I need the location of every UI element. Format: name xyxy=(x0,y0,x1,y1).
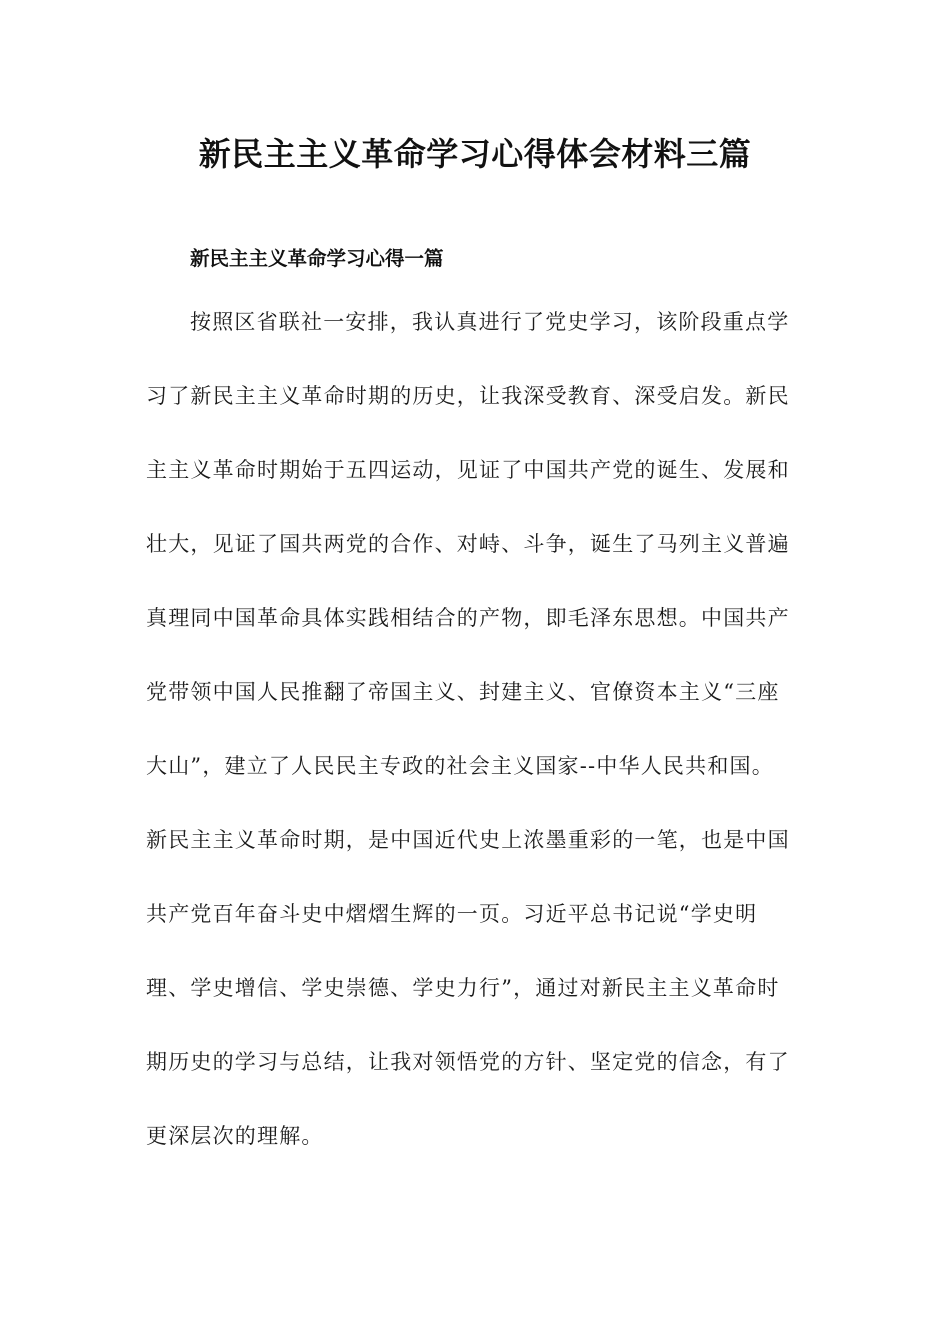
paragraph-line: 习了新民主主义革命时期的历史，让我深受教育、深受启发。新民 xyxy=(146,384,790,408)
section-heading: 新民主主义革命学习心得一篇 xyxy=(190,247,444,270)
paragraph-line: 新民主主义革命时期，是中国近代史上浓墨重彩的一笔，也是中国 xyxy=(146,828,790,852)
paragraph-line: 理、学史增信、学史崇德、学史力行”，通过对新民主主义革命时 xyxy=(146,976,780,1000)
paragraph-line: 大山”，建立了人民民主专政的社会主义国家--中华人民共和国。 xyxy=(146,754,774,778)
paragraph-line: 按照区省联社一安排，我认真进行了党史学习，该阶段重点学 xyxy=(190,310,790,334)
body-paragraph xyxy=(146,302,806,1190)
paragraph-line: 真理同中国革命具体实践相结合的产物，即毛泽东思想。中国共产 xyxy=(146,606,790,630)
paragraph-line: 党带领中国人民推翻了帝国主义、封建主义、官僚资本主义“三座 xyxy=(146,680,780,704)
paragraph-line: 更深层次的理解。 xyxy=(146,1124,324,1148)
paragraph-line: 主主义革命时期始于五四运动，见证了中国共产党的诞生、发展和 xyxy=(146,458,790,482)
paragraph-line: 壮大，见证了国共两党的合作、对峙、斗争，诞生了马列主义普遍 xyxy=(146,532,790,556)
paragraph-line: 共产党百年奋斗史中熠熠生辉的一页。习近平总书记说“学史明 xyxy=(146,902,758,926)
paragraph-line: 期历史的学习与总结，让我对领悟党的方针、坚定党的信念，有了 xyxy=(146,1050,790,1074)
document-title: 新民主主义革命学习心得体会材料三篇 xyxy=(198,135,752,173)
